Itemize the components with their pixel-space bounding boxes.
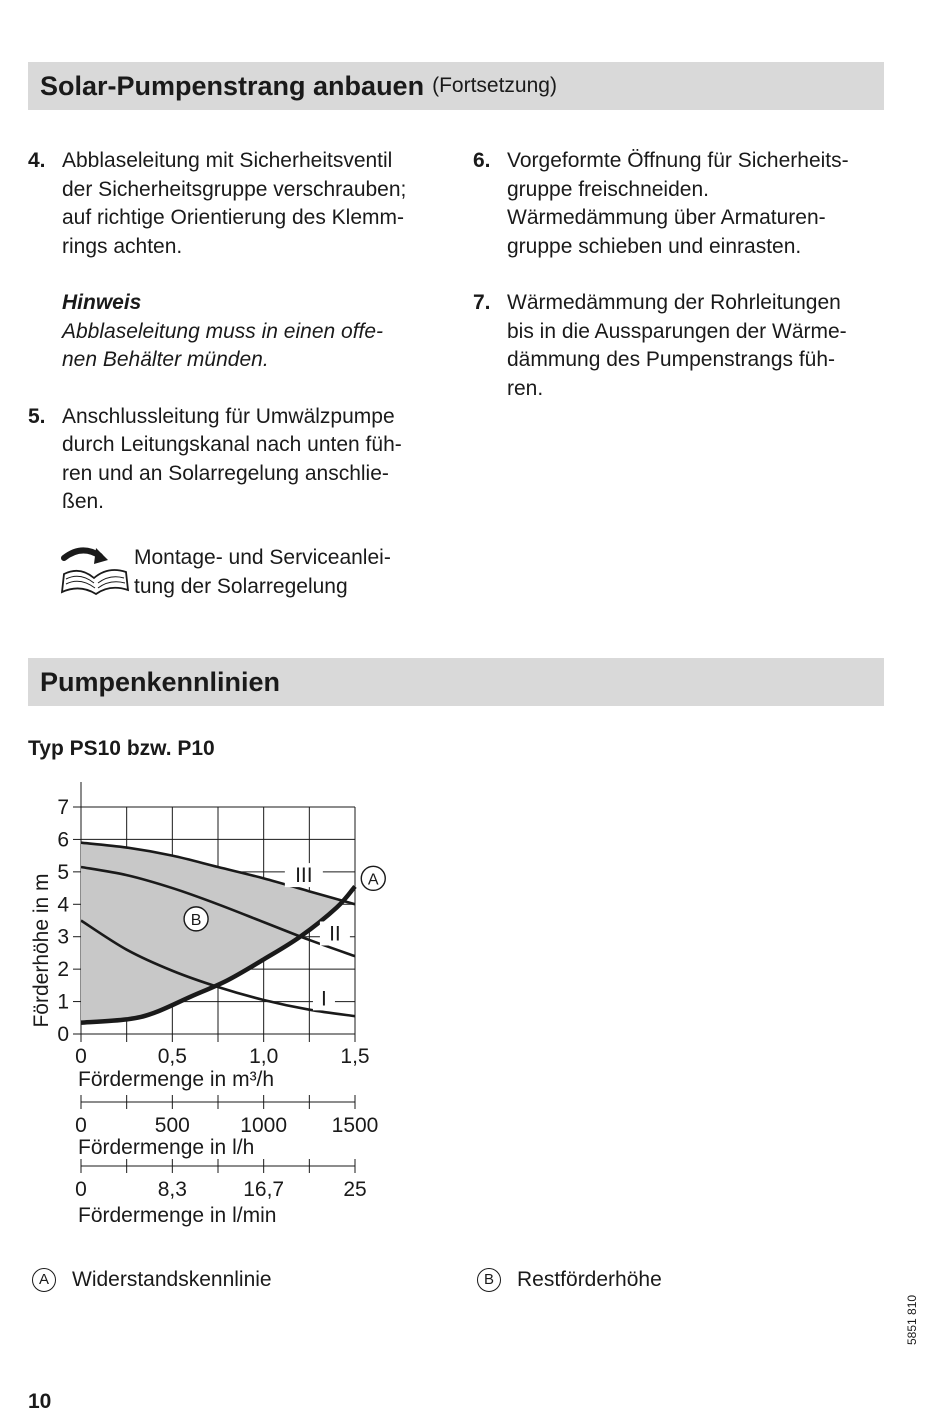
step-line: bis in die Aussparungen der Wärme- (507, 319, 847, 343)
secondary-axis-tick-label: 500 (154, 1114, 190, 1137)
step-4 (28, 147, 448, 261)
section-header-pumpenkennlinien (28, 658, 884, 706)
step-number: 5. (28, 404, 46, 428)
secondary-axis-tick-label: 1000 (240, 1114, 288, 1137)
note-line: Abblaseleitung muss in einen offe- (62, 319, 384, 343)
secondary-axis-tick-label: 25 (343, 1178, 367, 1201)
step-line: ßen. (62, 490, 105, 513)
step-line: gruppe freischneiden. (507, 177, 709, 201)
manual-book-icon (58, 544, 132, 600)
y-tick-label: 7 (57, 796, 69, 819)
legend-item-b (477, 1268, 662, 1292)
step-line: ren. (507, 376, 544, 400)
secondary-axis-lmin (75, 1159, 367, 1201)
secondary-axis-label-lh: Fördermenge in l/h (78, 1136, 255, 1159)
section-title: Solar-Pumpenstrang anbauen (40, 70, 425, 101)
reference-line: Montage- und Serviceanlei- (134, 546, 391, 569)
chart-subheading: Typ PS10 bzw. P10 (28, 737, 215, 760)
curve-label-iii: III (295, 864, 313, 888)
legend-text: Widerstandskennlinie (72, 1268, 272, 1291)
secondary-axis-tick-label: 0 (75, 1178, 87, 1201)
y-axis-ticks (57, 796, 69, 1046)
step-7 (473, 289, 893, 403)
secondary-axis-tick-label: 16,7 (243, 1178, 285, 1201)
pump-curve-chart (0, 780, 440, 1240)
secondary-axis-label-lmin: Fördermenge in l/min (78, 1204, 277, 1227)
step-line: Wärmedämmung der Rohrleitungen (507, 291, 841, 314)
y-tick-label: 1 (57, 990, 69, 1014)
section-title: Pumpenkennlinien (40, 666, 281, 697)
step-line: Abblaseleitung mit Sicherheitsventil (62, 149, 393, 172)
secondary-axis-lh (75, 1095, 378, 1137)
page-number: 10 (28, 1390, 52, 1413)
secondary-axis-tick-label: 0 (75, 1114, 87, 1137)
marker-label-a: A (367, 871, 379, 889)
x-axis-ticks (75, 1045, 369, 1068)
note-line: nen Behälter münden. (62, 348, 269, 371)
x-tick-label: 1,0 (249, 1045, 279, 1068)
marker-label-b: B (190, 911, 202, 929)
step-line: Anschlussleitung für Umwälzpumpe (62, 404, 395, 428)
secondary-axis-tick-label: 1500 (331, 1114, 379, 1137)
step-6 (473, 147, 893, 261)
document-code: 5851 810 (905, 1294, 919, 1345)
y-tick-label: 3 (57, 925, 69, 949)
x-tick-label: 0 (75, 1045, 87, 1068)
y-axis-label: Förderhöhe in m (30, 873, 53, 1028)
step-line: der Sicherheitsgruppe verschrauben; (62, 177, 407, 201)
curve-label-i: I (321, 987, 327, 1011)
step-number: 7. (473, 291, 491, 314)
y-tick-label: 2 (57, 958, 69, 982)
note-heading: Hinweis (62, 291, 142, 314)
section-header-solar-pumpenstrang (28, 62, 884, 110)
step-line: rings achten. (62, 234, 183, 258)
right-column (473, 147, 893, 431)
step-line: dämmung des Pumpenstrangs füh- (507, 348, 836, 371)
note-hinweis (28, 289, 448, 375)
y-tick-label: 0 (57, 1023, 69, 1046)
legend-item-a (32, 1268, 272, 1292)
reference-line: tung der Solarregelung (134, 574, 348, 598)
y-tick-label: 6 (57, 828, 69, 852)
left-column (28, 147, 448, 545)
y-tick-label: 5 (57, 860, 69, 884)
y-tick-label: 4 (57, 893, 69, 917)
step-number: 6. (473, 149, 491, 172)
step-line: Wärmedämmung über Armaturen- (507, 206, 826, 229)
legend-marker-a: A (32, 1268, 56, 1292)
curve-label-ii: II (329, 922, 341, 946)
step-line: auf richtige Orientierung des Klemm- (62, 206, 404, 229)
section-title-suffix: (Fortsetzung) (432, 74, 557, 97)
legend-text: Restförderhöhe (517, 1268, 662, 1291)
step-number: 4. (28, 149, 46, 172)
x-tick-label: 1,5 (340, 1045, 370, 1068)
x-axis-label: Fördermenge in m³/h (78, 1068, 275, 1091)
manual-reference-text (134, 544, 391, 601)
step-line: gruppe schieben und einrasten. (507, 234, 802, 258)
step-5 (28, 403, 448, 517)
step-line: durch Leitungskanal nach unten füh- (62, 433, 402, 456)
secondary-axis-tick-label: 8,3 (157, 1178, 187, 1201)
step-line: ren und an Solarregelung anschlie- (62, 461, 389, 485)
x-tick-label: 0,5 (157, 1045, 187, 1068)
step-line: Vorgeformte Öffnung für Sicherheits- (507, 149, 849, 172)
legend-marker-b: B (477, 1268, 501, 1292)
